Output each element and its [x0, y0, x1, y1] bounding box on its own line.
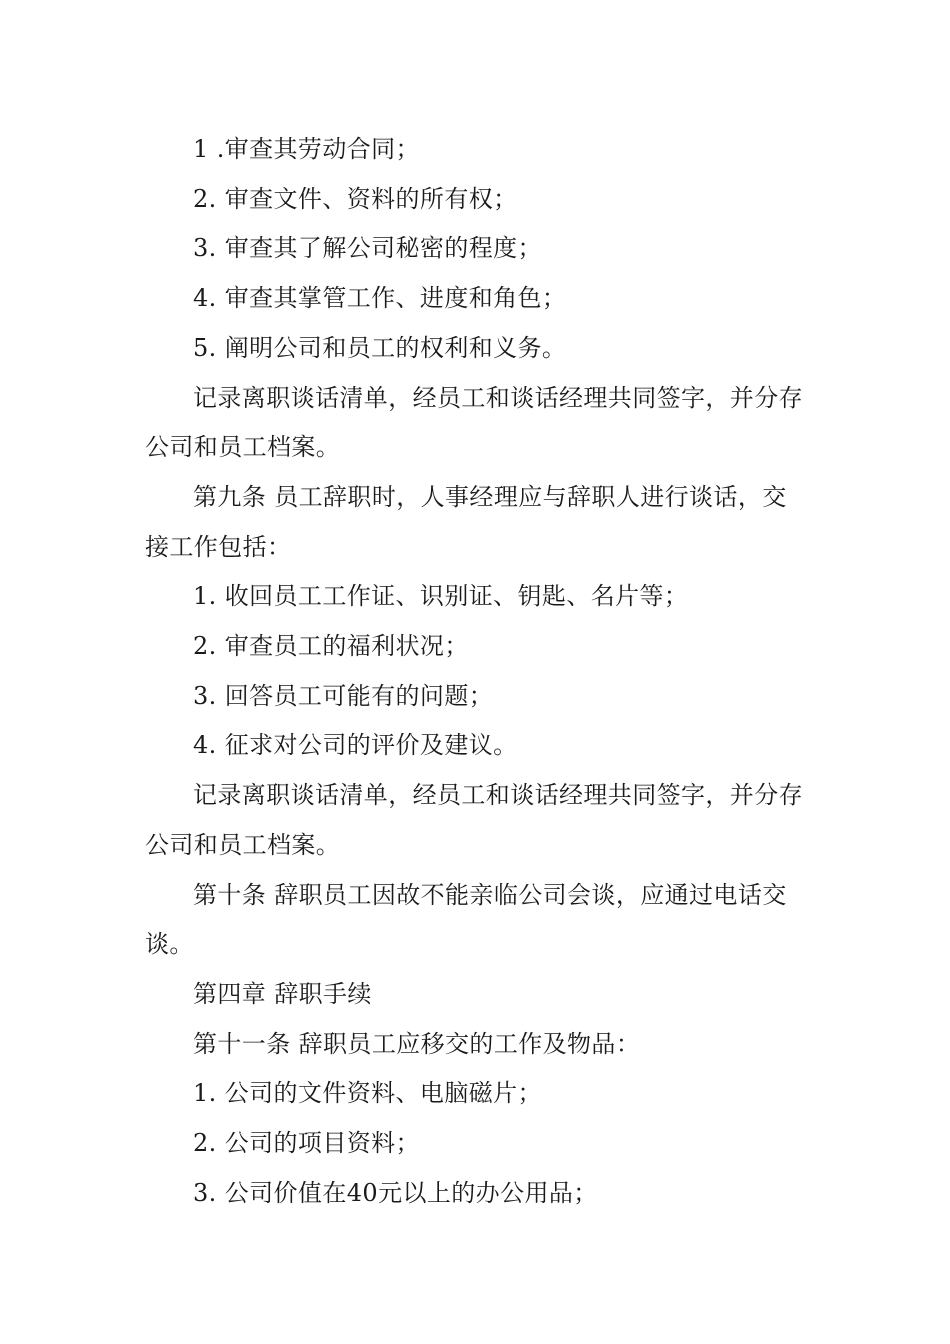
document-body: [145, 125, 810, 1218]
list-item-collect-items: 1. 收回员工工作证、识别证、钥匙、名片等；: [193, 582, 689, 611]
chapter-4-heading: 第四章 辞职手续: [193, 979, 372, 1008]
paragraph-record-interview: 记录离职谈话清单，经员工和谈话经理共同签字，并分存公司和员工档案。: [145, 383, 803, 462]
list-item-review-contract: 1 .审查其劳动合同；: [193, 135, 420, 163]
list-item-office-supplies: 3. 公司价值在40元以上的办公用品；: [193, 1178, 598, 1207]
list-item-project-materials: 2. 公司的项目资料；: [193, 1129, 420, 1158]
article-9-heading: 第九条 员工辞职时，人事经理应与辞职人进行谈话，交接工作包括：: [145, 482, 787, 561]
list-item-review-benefits: 2. 审查员工的福利状况；: [193, 632, 469, 661]
list-item-review-secrets: 3. 审查其了解公司秘密的程度；: [193, 234, 542, 263]
article-10: 第十条 辞职员工因故不能亲临公司会谈，应通过电话交谈。: [145, 880, 787, 959]
list-item-answer-questions: 3. 回答员工可能有的问题；: [193, 681, 494, 710]
list-item-files-disks: 1. 公司的文件资料、电脑磁片；: [193, 1079, 542, 1108]
list-item-feedback: 4. 征求对公司的评价及建议。: [193, 731, 518, 760]
article-11-heading: 第十一条 辞职员工应移交的工作及物品：: [193, 1029, 641, 1058]
list-item-review-document-ownership: 2. 审查文件、资料的所有权；: [193, 184, 518, 213]
paragraph-record-interview-2: 记录离职谈话清单，经员工和谈话经理共同签字，并分存公司和员工档案。: [145, 781, 803, 859]
list-item-rights-obligations: 5. 阐明公司和员工的权利和义务。: [193, 333, 567, 362]
list-item-review-work-progress: 4. 审查其掌管工作、进度和角色；: [193, 284, 567, 313]
